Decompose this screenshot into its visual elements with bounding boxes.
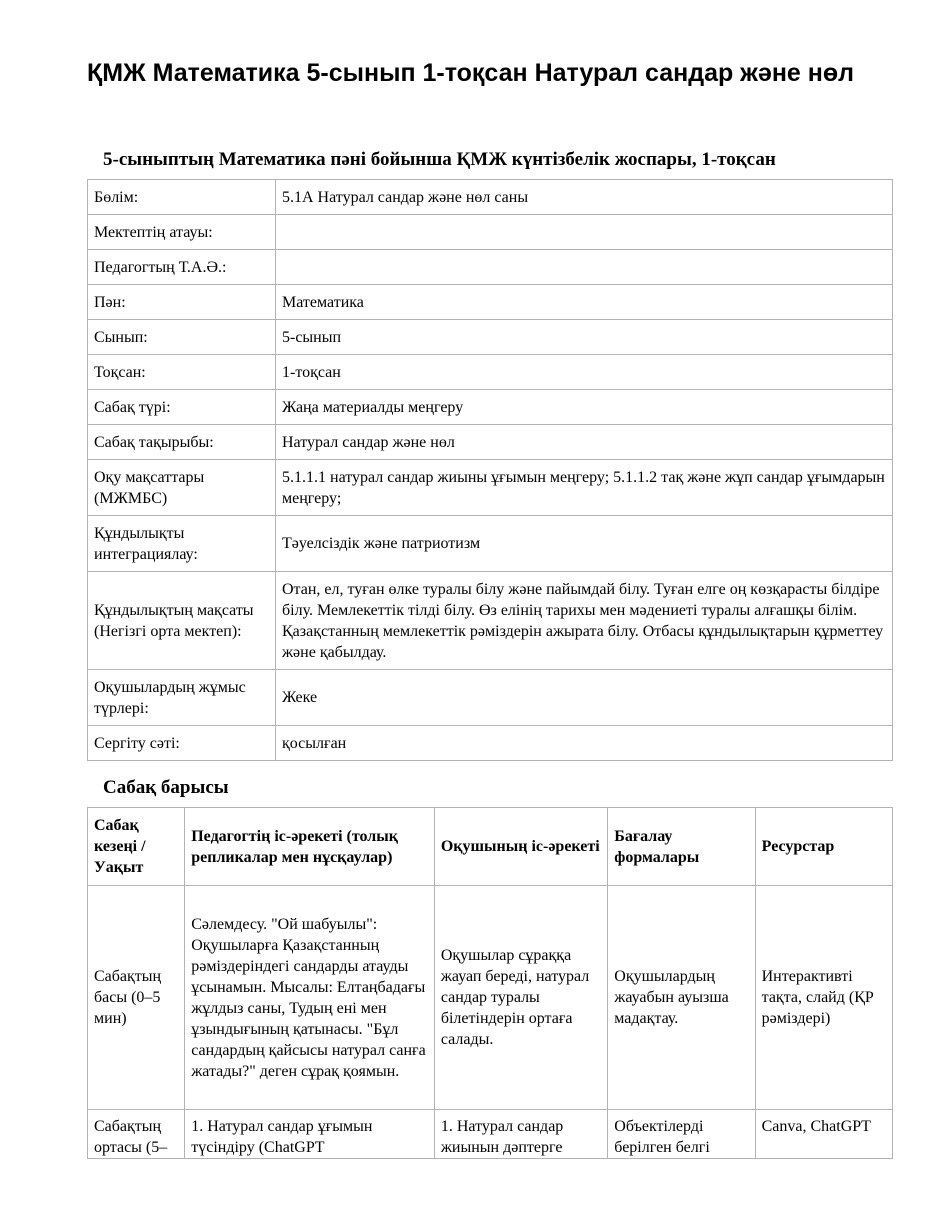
column-header: Оқушының іс-әрекеті [434,808,607,886]
row-value: қосылған [276,726,893,761]
column-header: Сабақ кезеңі / Уақыт [88,808,185,886]
stage-cell: Сабақтың басы (0–5 мин) [88,886,185,1110]
table-row [88,572,893,670]
table-row [88,390,893,425]
resources-cell: Интерактивті тақта, слайд (ҚР рәміздері) [755,886,892,1110]
row-label: Педагогтың Т.А.Ә.: [88,250,276,285]
teacher-activity-cell: 1. Натурал сандар ұғымын түсіндіру (ChatGPT [185,1110,435,1159]
table-row [88,320,893,355]
row-value: Математика [276,285,893,320]
row-label: Сабақ тақырыбы: [88,425,276,460]
table-row [88,285,893,320]
row-value: Натурал сандар және нөл [276,425,893,460]
column-header: Бағалау формалары [608,808,755,886]
teacher-activity-cell: Сәлемдесу. "Ой шабуылы": Оқушыларға Қазақстанның рәміздеріндегі сандарды атауды ұсынамын. Мысалы: Елтаңбадағы жұлдыз саны, Тудың ені мен ұзындығының қатынасы. "Бұл сандардың қайсысы натурал санға жатады?" деген сұрақ қоямын. [185,886,435,1110]
table-row [88,1110,893,1159]
assessment-cell: Оқушылардың жауабын ауызша мадақтау. [608,886,755,1110]
row-value: 5.1А Натурал сандар және нөл саны [276,180,893,215]
lesson-progress-table [87,807,893,1159]
table-row [88,425,893,460]
table-row [88,250,893,285]
table-row [88,355,893,390]
assessment-cell: Объектілерді берілген белгі [608,1110,755,1159]
resources-cell: Canva, ChatGPT [755,1110,892,1159]
row-label: Сергіту сәті: [88,726,276,761]
row-label: Сынып: [88,320,276,355]
column-header: Педагогтің іс-әрекеті (толық репликалар мен нұсқаулар) [185,808,435,886]
table-row [88,726,893,761]
row-value: 5.1.1.1 натурал сандар жиыны ұғымын меңгеру; 5.1.1.2 тақ және жұп сандар ұғымдарын меңгеру; [276,460,893,516]
lesson-progress-heading: Сабақ барысы [103,777,229,798]
lesson-info-table [87,179,893,761]
row-label: Пән: [88,285,276,320]
row-label: Сабақ түрі: [88,390,276,425]
column-header: Ресурстар [755,808,892,886]
row-value [276,215,893,250]
student-activity-cell: Оқушылар сұраққа жауап береді, натурал сандар туралы білетіндерін ортаға салады. [434,886,607,1110]
student-activity-cell: 1. Натурал сандар жиынын дәптерге [434,1110,607,1159]
plan-heading: 5-сыныптың Математика пәні бойынша ҚМЖ күнтізбелік жоспары, 1-тоқсан [103,149,776,170]
stage-cell: Сабақтың ортасы (5– [88,1110,185,1159]
row-value: Жаңа материалды меңгеру [276,390,893,425]
row-label: Құндылықтың мақсаты (Негізгі орта мектеп): [88,572,276,670]
row-label: Мектептің атауы: [88,215,276,250]
row-value: Тәуелсіздік және патриотизм [276,516,893,572]
table-row [88,886,893,1110]
table-header-row [88,808,893,886]
document-title: ҚМЖ Математика 5-сынып 1-тоқсан Натурал сандар және нөл [87,59,855,87]
row-value: Жеке [276,670,893,726]
row-value [276,250,893,285]
row-value: 5-сынып [276,320,893,355]
row-label: Құндылықты интеграциялау: [88,516,276,572]
table-row [88,215,893,250]
row-label: Оқушылардың жұмыс түрлері: [88,670,276,726]
row-label: Тоқсан: [88,355,276,390]
table-row [88,670,893,726]
row-label: Оқу мақсаттары (МЖМБС) [88,460,276,516]
table-row [88,516,893,572]
row-value: 1-тоқсан [276,355,893,390]
table-row [88,180,893,215]
row-value: Отан, ел, туған өлке туралы білу және пайымдай білу. Туған елге оң көзқарасты білдіре білу. Мемлекеттік тілді білу. Өз елінің тарихы мен мәдениеті туралы алғашқы білім. Қазақстанның мемлекеттік рәміздерін ажырата білу. Отбасы құндылықтарын құрметтеу және қабылдау. [276,572,893,670]
row-label: Бөлім: [88,180,276,215]
table-row [88,460,893,516]
